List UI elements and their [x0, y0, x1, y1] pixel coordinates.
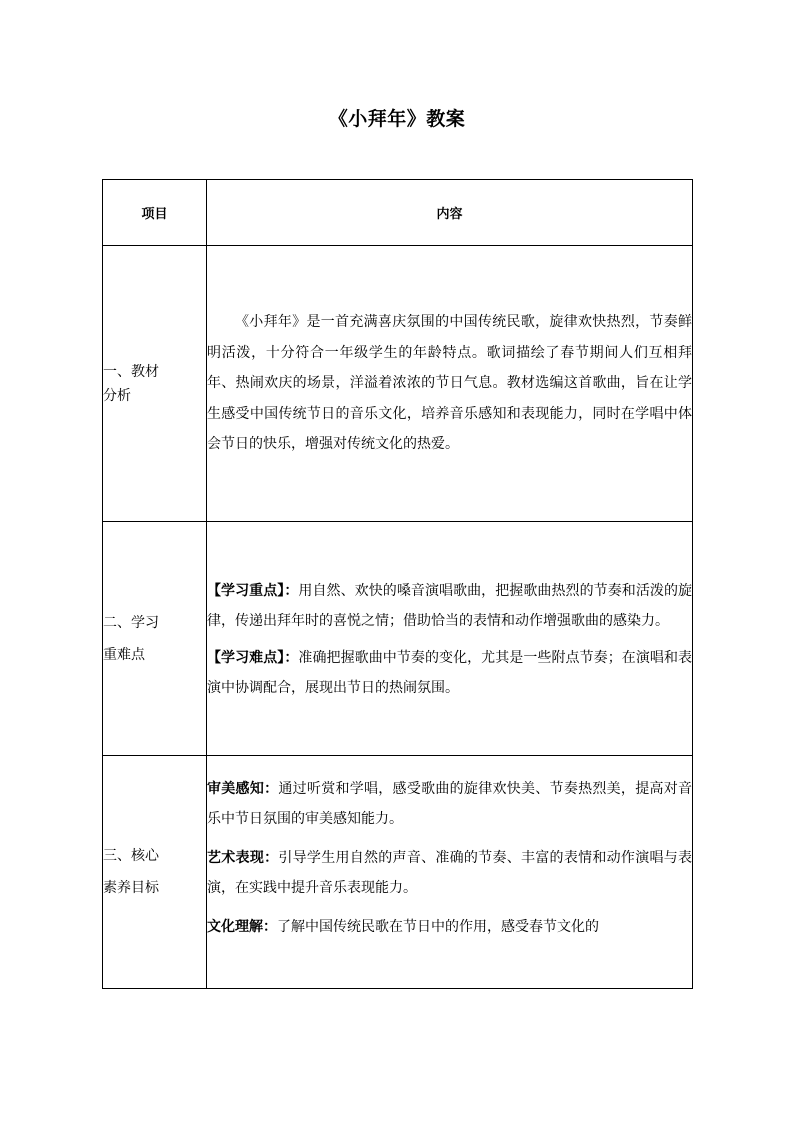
row-label-line: 二、学习 — [103, 614, 159, 631]
header-item-cell: 项目 — [103, 180, 207, 246]
goals-clip-area — [207, 758, 692, 987]
artistic-expression-label: 艺术表现： — [207, 849, 279, 866]
row-label-core-literacy-goals — [103, 756, 207, 989]
table-header-row — [103, 180, 693, 246]
aesthetic-perception-text: 通过听赏和学唱，感受歌曲的旋律欢快美、节奏热烈美，提高对音乐中节日氛围的审美感知能力。 — [207, 780, 692, 827]
row-label-material-analysis — [103, 246, 207, 522]
cultural-understanding-text: 了解中国传统民歌在节日中的作用，感受春节文化的 — [277, 918, 599, 935]
row-label-line: 一、教材 — [103, 363, 159, 380]
aesthetic-perception-label: 审美感知： — [207, 780, 279, 797]
key-point-paragraph — [207, 576, 692, 637]
document-title: 《小拜年》教案 — [328, 108, 466, 130]
analysis-paragraph: 《小拜年》是一首充满喜庆氛围的中国传统民歌，旋律欢快热烈，节奏鲜明活泼，十分符合一年级学生的年龄特点。歌词描绘了春节期间人们互相拜年、热闹欢庆的场景，洋溢着浓浓的节日气息。教材选编这首歌曲，旨在让学生感受中国传统节日的音乐文化，培养音乐感知和表现能力，同时在学唱中体会节日的快乐，增强对传统文化的热爱。 — [207, 314, 692, 453]
row-content-material-analysis — [207, 246, 693, 522]
table-row — [103, 756, 693, 989]
artistic-expression-paragraph — [207, 843, 692, 904]
row-label-line: 三、核心 — [103, 848, 159, 864]
artistic-expression-text: 引导学生用自然的声音、准确的节奏、丰富的表情和动作演唱与表演，在实践中提升音乐表现能力。 — [207, 849, 692, 896]
row-label-line: 分析 — [103, 387, 131, 404]
aesthetic-perception-paragraph — [207, 774, 692, 835]
difficult-point-text: 准确把握歌曲中节奏的变化，尤其是一些附点节奏；在演唱和表演中协调配合，展现出节日的热闹氛围。 — [207, 649, 693, 696]
cultural-understanding-label: 文化理解： — [207, 918, 277, 935]
table-row — [103, 246, 693, 522]
header-content-cell: 内容 — [207, 180, 693, 246]
row-content-core-literacy-goals — [207, 756, 693, 989]
lesson-plan-table — [102, 179, 693, 989]
difficult-point-label: 【学习难点】： — [207, 649, 299, 666]
row-label-line: 重难点 — [103, 646, 145, 663]
key-point-label: 【学习重点】： — [207, 582, 299, 599]
table-row — [103, 522, 693, 756]
key-point-text: 用自然、欢快的嗓音演唱歌曲，把握歌曲热烈的节奏和活泼的旋律，传递出拜年时的喜悦之情；借助恰当的表情和动作增强歌曲的感染力。 — [207, 582, 693, 629]
row-label-key-difficult-points — [103, 522, 207, 756]
row-label-line: 素养目标 — [103, 880, 159, 896]
row-content-key-difficult-points — [207, 522, 693, 756]
difficult-point-paragraph — [207, 643, 692, 704]
cultural-understanding-paragraph — [207, 912, 692, 943]
